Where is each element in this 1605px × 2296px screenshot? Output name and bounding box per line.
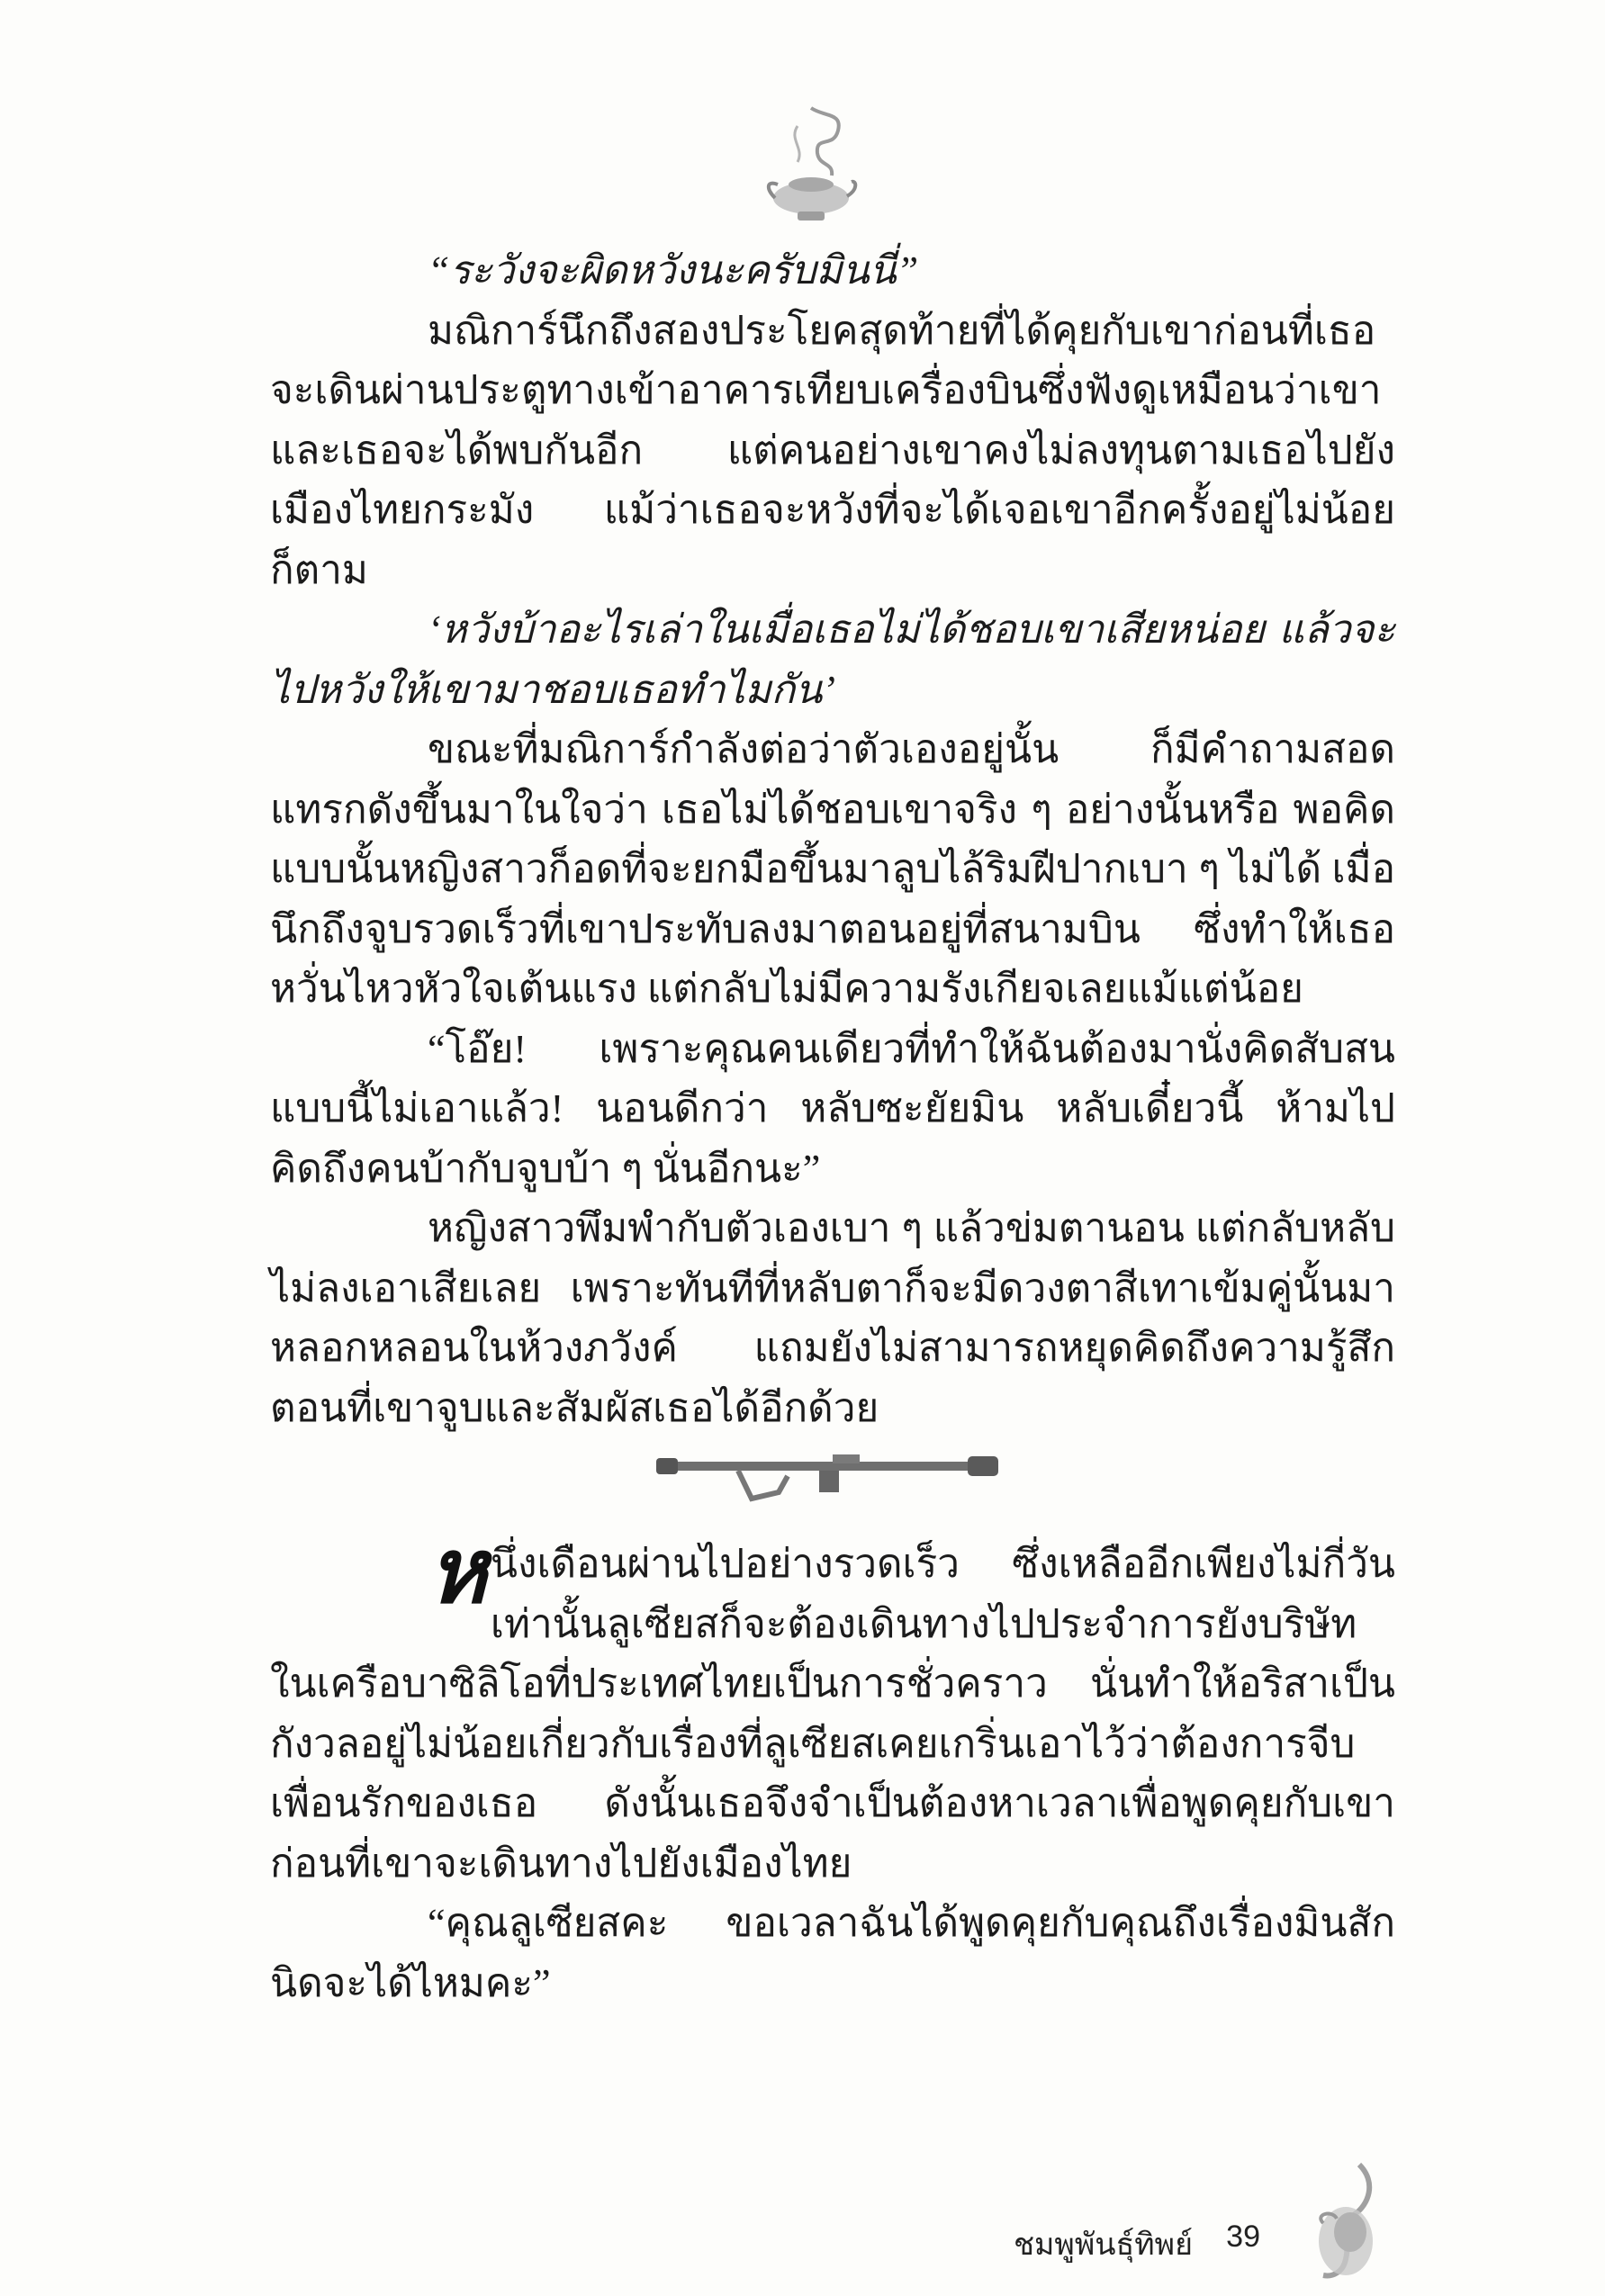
running-title: ชมพูพันธุ์ทิพย์ (1013, 2228, 1193, 2262)
paragraph (270, 1522, 1395, 1894)
paragraph: ขณะที่มณิการ์กำลังต่อว่าตัวเองอยู่นั้น ก็มีคำถามสอดแทรกดังขึ้นมาในใจว่า เธอไม่ได้ชอบเขาจริง ๆ อย่างนั้นหรือ พอคิดแบบนั้นหญิงสาวก็อดที่จะยกมือขึ้นมาลูบไล้ริมฝีปากเบา ๆ ไม่ได้ เมื่อนึกถึงจูบรวดเร็วที่เขาประทับลงมาตอนอยู่ที่สนามบิน ซึ่งทำให้เธอหวั่นไหวหัวใจเต้นแรง แต่กลับไม่มีความรังเกียจเลยแม้แต่น้อย (270, 727, 1395, 1011)
opening-quote: “ระวังจะผิดหวังนะครับมินนี่” (428, 248, 919, 293)
dialogue: “โอ๊ย! เพราะคุณคนเดียวที่ทำให้ฉันต้องมานั่งคิดสับสนแบบนี้ไม่เอาแล้ว! นอนดีกว่า หลับซะยัยมิน หลับเดี๋ยวนี้ ห้ามไปคิดถึงคนบ้ากับจูบบ้า ๆ นั่นอีกนะ” (270, 1026, 1395, 1191)
section-one (270, 241, 1395, 1438)
section-two (270, 1522, 1395, 2013)
page-number: 39 (1226, 2219, 1260, 2254)
dialogue: “คุณลูเซียสคะ ขอเวลาฉันได้พูดคุยกับคุณถึงเรื่องมินสักนิดจะได้ไหมคะ” (270, 1901, 1395, 2005)
rifle-divider-icon (653, 1449, 1004, 1512)
page-footer (1008, 2214, 1278, 2268)
paragraph-text: นึ่งเดือนผ่านไปอย่างรวดเร็ว ซึ่งเหลืออีกเพียงไม่กี่วันเท่านั้นลูเซียสก็จะต้องเดินทางไปประจำการยังบริษัทในเครือบาซิลิโอที่ประเทศไทยเป็นการชั่วคราว นั่นทำให้อริสาเป็นกังวลอยู่ไม่น้อยเกี่ยวกับเรื่องที่ลูเซียสเคยเกริ่นเอาไว้ว่าต้องการจีบเพื่อนรักของเธอ ดังนั้นเธอจึงจำเป็นต้องหาเวลาเพื่อพูดคุยกับเขาก่อนที่เขาจะเดินทางไปยังเมืองไทย (270, 1542, 1395, 1886)
flower-ornament-icon (1305, 2160, 1391, 2286)
paragraph: หญิงสาวพึมพำกับตัวเองเบา ๆ แล้วข่มตานอน แต่กลับหลับไม่ลงเอาเสียเลย เพราะทันทีที่หลับตาก็จะมีดวงตาสีเทาเข้มคู่นั้นมาหลอกหลอนในห้วงภวังค์ แถมยังไม่สามารถหยุดคิดถึงความรู้สึกตอนที่เขาจูบและสัมผัสเธอได้อีกด้วย (270, 1206, 1395, 1430)
teapot-lamp-icon (762, 99, 861, 234)
paragraph: มณิการ์นึกถึงสองประโยคสุดท้ายที่ได้คุยกับเขาก่อนที่เธอจะเดินผ่านประตูทางเข้าอาคารเทียบเครื่องบินซึ่งฟังดูเหมือนว่าเขาและเธอจะได้พบกันอีก แต่คนอย่างเขาคงไม่ลงทุนตามเธอไปยังเมืองไทยกระมัง แม้ว่าเธอจะหวังที่จะได้เจอเขาอีกครั้งอยู่ไม่น้อยก็ตาม (270, 308, 1395, 592)
inner-thought: ‘หวังบ้าอะไรเล่าในเมื่อเธอไม่ได้ชอบเขาเสียหน่อย แล้วจะไปหวังให้เขามาชอบเธอทำไมกัน’ (270, 608, 1395, 712)
drop-cap: ห (428, 1522, 487, 1622)
